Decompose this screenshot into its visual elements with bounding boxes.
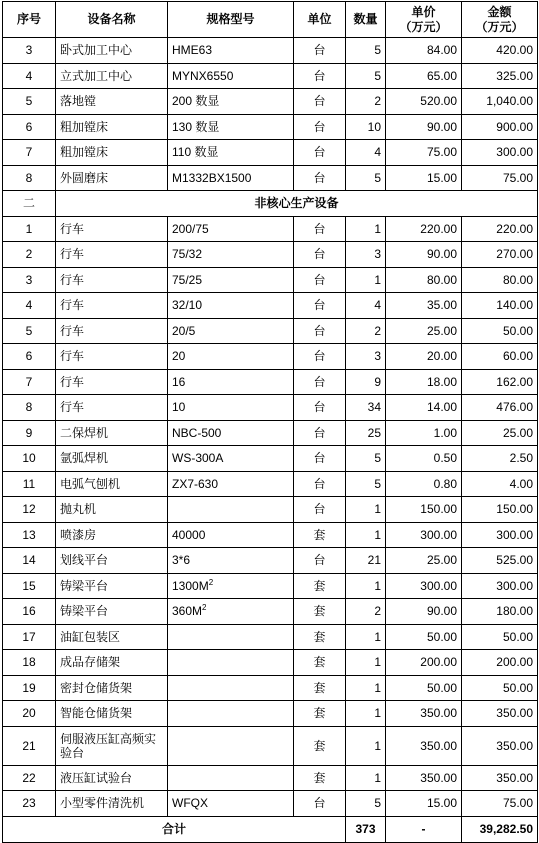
cell-amount: 300.00	[462, 140, 538, 166]
cell-unit: 台	[294, 791, 346, 817]
cell-qty: 1	[346, 522, 386, 548]
cell-unit: 套	[294, 573, 346, 599]
cell-price: 50.00	[386, 624, 462, 650]
total-amount: 39,282.50	[462, 816, 538, 842]
cell-price: 18.00	[386, 369, 462, 395]
cell-seq: 3	[3, 38, 56, 64]
cell-amount: 300.00	[462, 522, 538, 548]
cell-seq: 19	[3, 675, 56, 701]
cell-spec	[168, 599, 294, 625]
cell-name: 卧式加工中心	[56, 38, 168, 64]
cell-unit: 台	[294, 471, 346, 497]
cell-qty: 21	[346, 548, 386, 574]
table-row	[3, 344, 538, 370]
table-row	[3, 369, 538, 395]
cell-amount: 150.00	[462, 497, 538, 523]
cell-spec	[168, 726, 294, 765]
cell-qty: 2	[346, 318, 386, 344]
cell-name: 外圆磨床	[56, 165, 168, 191]
cell-unit: 台	[294, 318, 346, 344]
cell-amount: 900.00	[462, 114, 538, 140]
cell-price: 65.00	[386, 63, 462, 89]
cell-seq: 5	[3, 89, 56, 115]
table-row	[3, 216, 538, 242]
table-row	[3, 165, 538, 191]
cell-price: 75.00	[386, 140, 462, 166]
cell-spec	[168, 701, 294, 727]
cell-qty: 2	[346, 599, 386, 625]
cell-seq: 1	[3, 216, 56, 242]
cell-seq: 22	[3, 765, 56, 791]
cell-name: 落地镗	[56, 89, 168, 115]
cell-price: 20.00	[386, 344, 462, 370]
cell-amount: 50.00	[462, 624, 538, 650]
cell-price: 15.00	[386, 791, 462, 817]
cell-seq: 18	[3, 650, 56, 676]
cell-amount: 2.50	[462, 446, 538, 472]
cell-unit: 台	[294, 420, 346, 446]
cell-price: 50.00	[386, 675, 462, 701]
cell-qty: 2	[346, 89, 386, 115]
table-row	[3, 701, 538, 727]
cell-unit: 台	[294, 242, 346, 268]
cell-name: 行车	[56, 318, 168, 344]
cell-qty: 5	[346, 38, 386, 64]
cell-qty: 5	[346, 165, 386, 191]
table-row	[3, 293, 538, 319]
cell-seq: 8	[3, 395, 56, 421]
cell-amount: 420.00	[462, 38, 538, 64]
cell-name: 行车	[56, 267, 168, 293]
cell-seq: 16	[3, 599, 56, 625]
cell-price: 90.00	[386, 114, 462, 140]
table-row	[3, 114, 538, 140]
header-price: 单价 （万元）	[386, 2, 462, 38]
cell-amount: 1,040.00	[462, 89, 538, 115]
section-seq: 二	[3, 191, 56, 217]
cell-qty: 25	[346, 420, 386, 446]
cell-qty: 10	[346, 114, 386, 140]
cell-seq: 20	[3, 701, 56, 727]
cell-price: 90.00	[386, 599, 462, 625]
cell-qty: 1	[346, 573, 386, 599]
cell-seq: 4	[3, 293, 56, 319]
cell-spec	[168, 765, 294, 791]
cell-name: 粗加镗床	[56, 140, 168, 166]
cell-name: 行车	[56, 395, 168, 421]
cell-unit: 套	[294, 522, 346, 548]
cell-spec: 10	[168, 395, 294, 421]
table-row	[3, 140, 538, 166]
header-amount: 金额 （万元）	[462, 2, 538, 38]
cell-price: 150.00	[386, 497, 462, 523]
header-spec: 规格型号	[168, 2, 294, 38]
cell-unit: 台	[294, 89, 346, 115]
cell-unit: 套	[294, 599, 346, 625]
cell-price: 350.00	[386, 765, 462, 791]
section-row	[3, 191, 538, 217]
cell-spec	[168, 624, 294, 650]
cell-qty: 1	[346, 675, 386, 701]
cell-seq: 23	[3, 791, 56, 817]
table-row	[3, 522, 538, 548]
cell-qty: 3	[346, 242, 386, 268]
table-row	[3, 420, 538, 446]
table-row	[3, 471, 538, 497]
cell-name: 行车	[56, 216, 168, 242]
cell-amount: 350.00	[462, 726, 538, 765]
cell-seq: 9	[3, 420, 56, 446]
cell-amount: 162.00	[462, 369, 538, 395]
cell-amount: 25.00	[462, 420, 538, 446]
cell-spec-text: 1300M	[172, 578, 209, 593]
cell-name: 铸梁平台	[56, 573, 168, 599]
cell-amount: 140.00	[462, 293, 538, 319]
cell-name: 抛丸机	[56, 497, 168, 523]
cell-price: 1.00	[386, 420, 462, 446]
cell-qty: 5	[346, 471, 386, 497]
cell-name: 喷漆房	[56, 522, 168, 548]
cell-name: 智能仓储货架	[56, 701, 168, 727]
cell-price: 350.00	[386, 701, 462, 727]
cell-amount: 525.00	[462, 548, 538, 574]
section-title: 非核心生产设备	[56, 191, 538, 217]
cell-spec: 75/25	[168, 267, 294, 293]
cell-spec: 200 数显	[168, 89, 294, 115]
cell-spec: NBC-500	[168, 420, 294, 446]
total-label: 合计	[3, 816, 346, 842]
cell-spec: WS-300A	[168, 446, 294, 472]
cell-name: 油缸包装区	[56, 624, 168, 650]
cell-seq: 8	[3, 165, 56, 191]
cell-amount: 476.00	[462, 395, 538, 421]
cell-seq: 2	[3, 242, 56, 268]
table-row	[3, 497, 538, 523]
cell-name: 立式加工中心	[56, 63, 168, 89]
table-row	[3, 765, 538, 791]
cell-spec	[168, 675, 294, 701]
cell-qty: 3	[346, 344, 386, 370]
cell-spec: WFQX	[168, 791, 294, 817]
cell-spec-text: 360M	[172, 604, 203, 619]
cell-spec: 20	[168, 344, 294, 370]
cell-spec: 16	[168, 369, 294, 395]
cell-qty: 34	[346, 395, 386, 421]
cell-qty: 4	[346, 293, 386, 319]
cell-name: 铸梁平台	[56, 599, 168, 625]
equipment-table	[2, 1, 538, 843]
cell-seq: 11	[3, 471, 56, 497]
cell-name: 行车	[56, 369, 168, 395]
table-row	[3, 726, 538, 765]
cell-amount: 80.00	[462, 267, 538, 293]
cell-name: 二保焊机	[56, 420, 168, 446]
cell-name: 小型零件清洗机	[56, 791, 168, 817]
cell-price: 14.00	[386, 395, 462, 421]
cell-unit: 套	[294, 726, 346, 765]
cell-price: 0.50	[386, 446, 462, 472]
table-row	[3, 650, 538, 676]
cell-qty: 4	[346, 140, 386, 166]
cell-price: 90.00	[386, 242, 462, 268]
header-unit: 单位	[294, 2, 346, 38]
cell-spec: 3*6	[168, 548, 294, 574]
total-qty: 373	[346, 816, 386, 842]
cell-amount: 270.00	[462, 242, 538, 268]
cell-seq: 21	[3, 726, 56, 765]
cell-name: 密封仓储货架	[56, 675, 168, 701]
cell-price: 0.80	[386, 471, 462, 497]
cell-seq: 4	[3, 63, 56, 89]
cell-spec: 75/32	[168, 242, 294, 268]
cell-seq: 10	[3, 446, 56, 472]
cell-seq: 7	[3, 140, 56, 166]
cell-price: 300.00	[386, 573, 462, 599]
cell-price: 200.00	[386, 650, 462, 676]
table-row	[3, 242, 538, 268]
cell-qty: 1	[346, 650, 386, 676]
cell-price: 35.00	[386, 293, 462, 319]
table-row	[3, 573, 538, 599]
cell-amount: 300.00	[462, 573, 538, 599]
cell-unit: 套	[294, 675, 346, 701]
cell-qty: 5	[346, 63, 386, 89]
cell-unit: 套	[294, 765, 346, 791]
cell-seq: 7	[3, 369, 56, 395]
cell-amount: 75.00	[462, 791, 538, 817]
cell-unit: 台	[294, 344, 346, 370]
cell-unit: 台	[294, 165, 346, 191]
cell-unit: 台	[294, 140, 346, 166]
cell-spec: MYNX6550	[168, 63, 294, 89]
cell-spec	[168, 497, 294, 523]
cell-seq: 17	[3, 624, 56, 650]
cell-qty: 1	[346, 701, 386, 727]
cell-qty: 1	[346, 765, 386, 791]
cell-spec: 32/10	[168, 293, 294, 319]
cell-qty: 5	[346, 446, 386, 472]
table-row	[3, 624, 538, 650]
cell-seq: 5	[3, 318, 56, 344]
cell-spec: 20/5	[168, 318, 294, 344]
cell-price: 25.00	[386, 318, 462, 344]
cell-price: 520.00	[386, 89, 462, 115]
header-seq: 序号	[3, 2, 56, 38]
table-row	[3, 318, 538, 344]
cell-amount: 325.00	[462, 63, 538, 89]
cell-spec: 110 数显	[168, 140, 294, 166]
cell-price: 300.00	[386, 522, 462, 548]
cell-price: 15.00	[386, 165, 462, 191]
cell-qty: 5	[346, 791, 386, 817]
total-price: -	[386, 816, 462, 842]
cell-unit: 套	[294, 650, 346, 676]
cell-name: 行车	[56, 344, 168, 370]
table-row	[3, 267, 538, 293]
table-row	[3, 63, 538, 89]
cell-spec: ZX7-630	[168, 471, 294, 497]
table-row	[3, 446, 538, 472]
cell-name: 划线平台	[56, 548, 168, 574]
cell-unit: 台	[294, 38, 346, 64]
table-row	[3, 38, 538, 64]
cell-qty: 1	[346, 497, 386, 523]
cell-spec: 200/75	[168, 216, 294, 242]
cell-unit: 套	[294, 701, 346, 727]
cell-amount: 350.00	[462, 701, 538, 727]
cell-price: 80.00	[386, 267, 462, 293]
cell-qty: 9	[346, 369, 386, 395]
cell-unit: 台	[294, 267, 346, 293]
table-row	[3, 599, 538, 625]
header-qty: 数量	[346, 2, 386, 38]
cell-amount: 75.00	[462, 165, 538, 191]
cell-seq: 12	[3, 497, 56, 523]
total-row	[3, 816, 538, 842]
cell-seq: 6	[3, 114, 56, 140]
cell-amount: 350.00	[462, 765, 538, 791]
table-row	[3, 89, 538, 115]
cell-seq: 6	[3, 344, 56, 370]
table-row	[3, 791, 538, 817]
cell-price: 220.00	[386, 216, 462, 242]
cell-seq: 15	[3, 573, 56, 599]
cell-spec-superscript: 2	[202, 603, 207, 613]
cell-qty: 1	[346, 726, 386, 765]
cell-spec: 40000	[168, 522, 294, 548]
cell-unit: 台	[294, 369, 346, 395]
cell-unit: 台	[294, 63, 346, 89]
header-row	[3, 2, 538, 38]
cell-amount: 220.00	[462, 216, 538, 242]
table-row	[3, 548, 538, 574]
cell-seq: 14	[3, 548, 56, 574]
cell-spec: M1332BX1500	[168, 165, 294, 191]
table-row	[3, 675, 538, 701]
cell-unit: 台	[294, 395, 346, 421]
cell-name: 粗加镗床	[56, 114, 168, 140]
cell-name: 行车	[56, 242, 168, 268]
cell-seq: 13	[3, 522, 56, 548]
cell-unit: 台	[294, 548, 346, 574]
cell-amount: 180.00	[462, 599, 538, 625]
header-name: 设备名称	[56, 2, 168, 38]
cell-price: 25.00	[386, 548, 462, 574]
cell-qty: 1	[346, 267, 386, 293]
cell-spec	[168, 650, 294, 676]
cell-name: 氩弧焊机	[56, 446, 168, 472]
cell-name: 电弧气刨机	[56, 471, 168, 497]
cell-amount: 50.00	[462, 675, 538, 701]
cell-seq: 3	[3, 267, 56, 293]
cell-unit: 台	[294, 446, 346, 472]
cell-amount: 4.00	[462, 471, 538, 497]
cell-name: 伺服液压缸高频实验台	[56, 726, 168, 765]
cell-name: 液压缸试验台	[56, 765, 168, 791]
cell-spec	[168, 573, 294, 599]
cell-price: 84.00	[386, 38, 462, 64]
cell-amount: 200.00	[462, 650, 538, 676]
cell-amount: 60.00	[462, 344, 538, 370]
cell-unit: 台	[294, 293, 346, 319]
cell-amount: 50.00	[462, 318, 538, 344]
cell-unit: 台	[294, 216, 346, 242]
cell-spec: 130 数显	[168, 114, 294, 140]
cell-name: 成品存储架	[56, 650, 168, 676]
cell-spec-superscript: 2	[208, 577, 214, 587]
cell-unit: 台	[294, 497, 346, 523]
cell-unit: 套	[294, 624, 346, 650]
cell-spec: HME63	[168, 38, 294, 64]
cell-qty: 1	[346, 216, 386, 242]
cell-qty: 1	[346, 624, 386, 650]
cell-unit: 台	[294, 114, 346, 140]
cell-name: 行车	[56, 293, 168, 319]
table-row	[3, 395, 538, 421]
cell-price: 350.00	[386, 726, 462, 765]
